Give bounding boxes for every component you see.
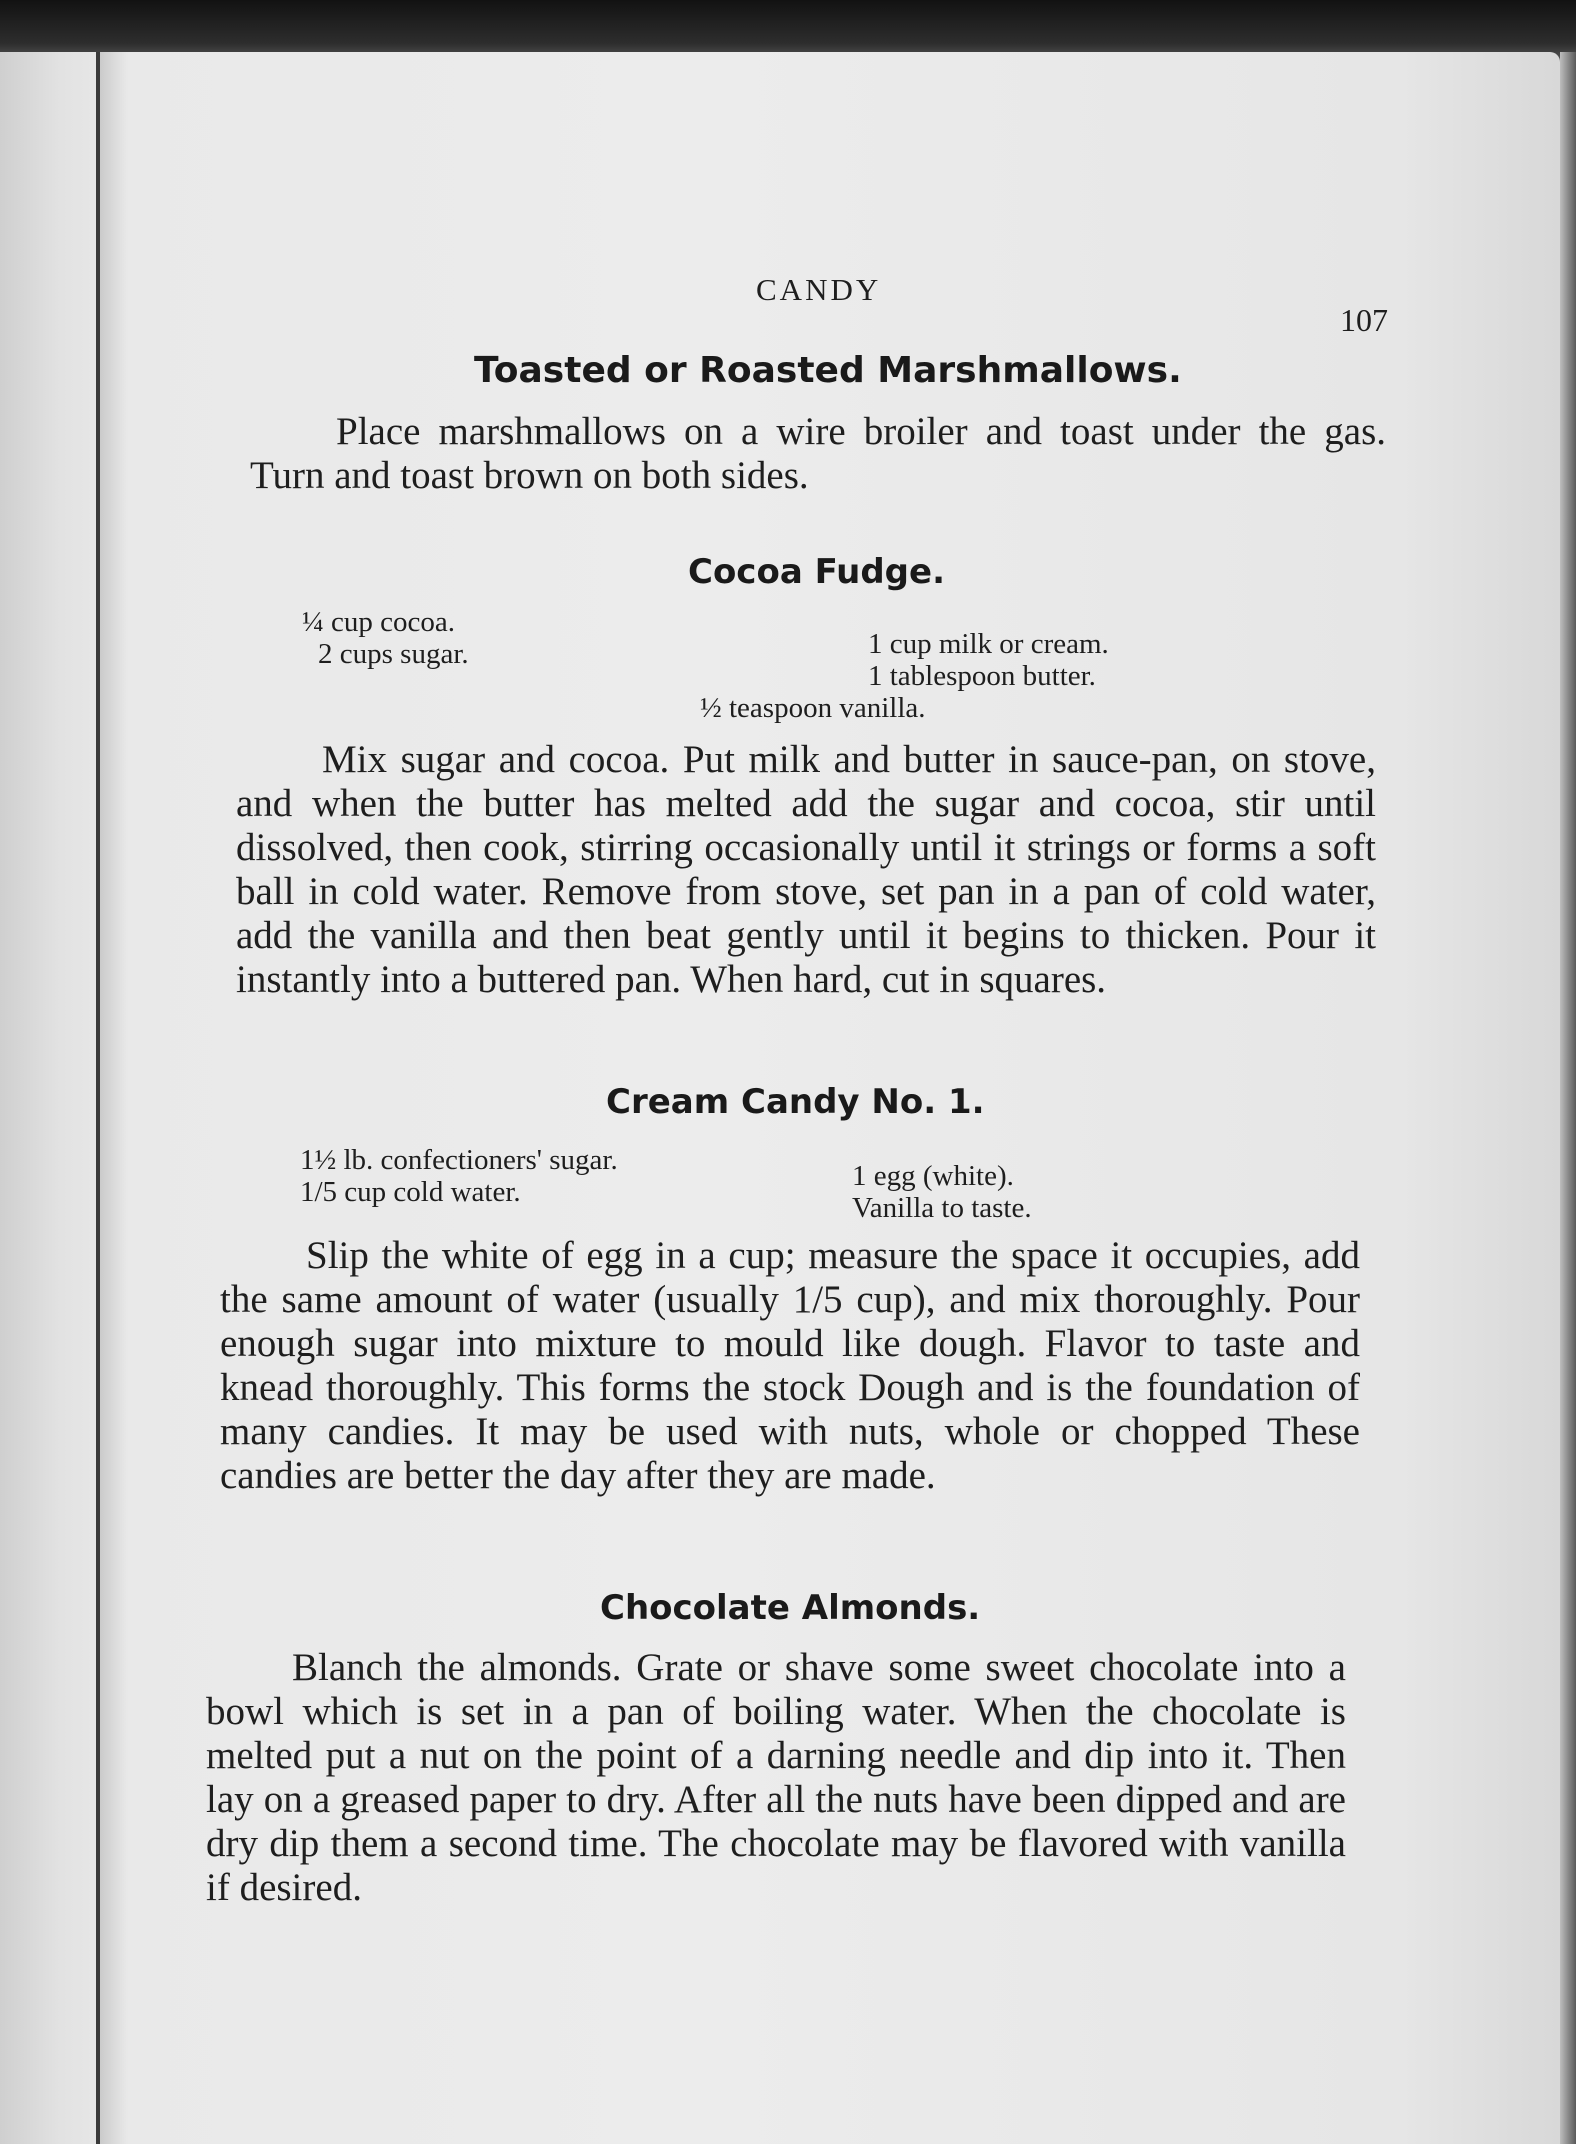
ingredient: 1 cup milk or cream. [868,628,1109,660]
ingredient: Vanilla to taste. [852,1192,1032,1224]
ingredient: 1 tablespoon butter. [868,660,1096,692]
recipe-title: Toasted or Roasted Marshmallows. [474,350,1182,391]
ingredient: 1/5 cup cold water. [300,1176,521,1208]
recipe-method: Blanch the almonds. Grate or shave some sweet chocolate into a bowl which is set in a pan of boiling water. When the chocolate is melted put a nut on the point of a darning needle and dip into it. Then lay on a greased paper to dry. After all the nuts have been dipped and are dry dip them a second time. The chocolate may be flavored with vanilla if desired. [206,1646,1346,1909]
page-number: 107 [1340,302,1388,338]
recipe-title: Cream Candy No. 1. [606,1082,985,1122]
gutter-shadow [100,52,128,2144]
recipe-method: Mix sugar and cocoa. Put milk and butter in sauce-pan, on stove, and when the butter has melted add the sugar and cocoa, stir until dissolved, then cook, stirring occasionally until it strings or forms a soft ball in cold water. Remove from stove, set pan in a pan of cold water, add the vanilla and then beat gently until it begins to thicken. Pour it instantly into a buttered pan. When hard, cut in squares. [236,738,1376,1001]
ingredient: ½ teaspoon vanilla. [700,692,926,724]
running-header: CANDY [756,272,882,307]
recipe-title: Chocolate Almonds. [600,1588,981,1628]
page-edge [1560,52,1576,2144]
ingredient: 1½ lb. confectioners' sugar. [300,1144,618,1176]
recipe-title: Cocoa Fudge. [688,552,945,592]
ingredient: 2 cups sugar. [318,638,469,670]
recipe-method: Slip the white of egg in a cup; measure the space it occupies, add the same amount of water (usually 1/5 cup), and mix thoroughly. Pour enough sugar into mixture to mould like dough. Flavor to taste and knead thoroughly. This forms the stock Dough and is the foundation of many candies. It may be used with nuts, whole or chopped These candies are better the day after they are made. [220,1234,1360,1497]
ingredient: ¼ cup cocoa. [302,606,455,638]
recipe-method: Place marshmallows on a wire broiler and toast under the gas. Turn and toast brown on both sides. [250,410,1386,497]
ingredient: 1 egg (white). [852,1160,1014,1192]
